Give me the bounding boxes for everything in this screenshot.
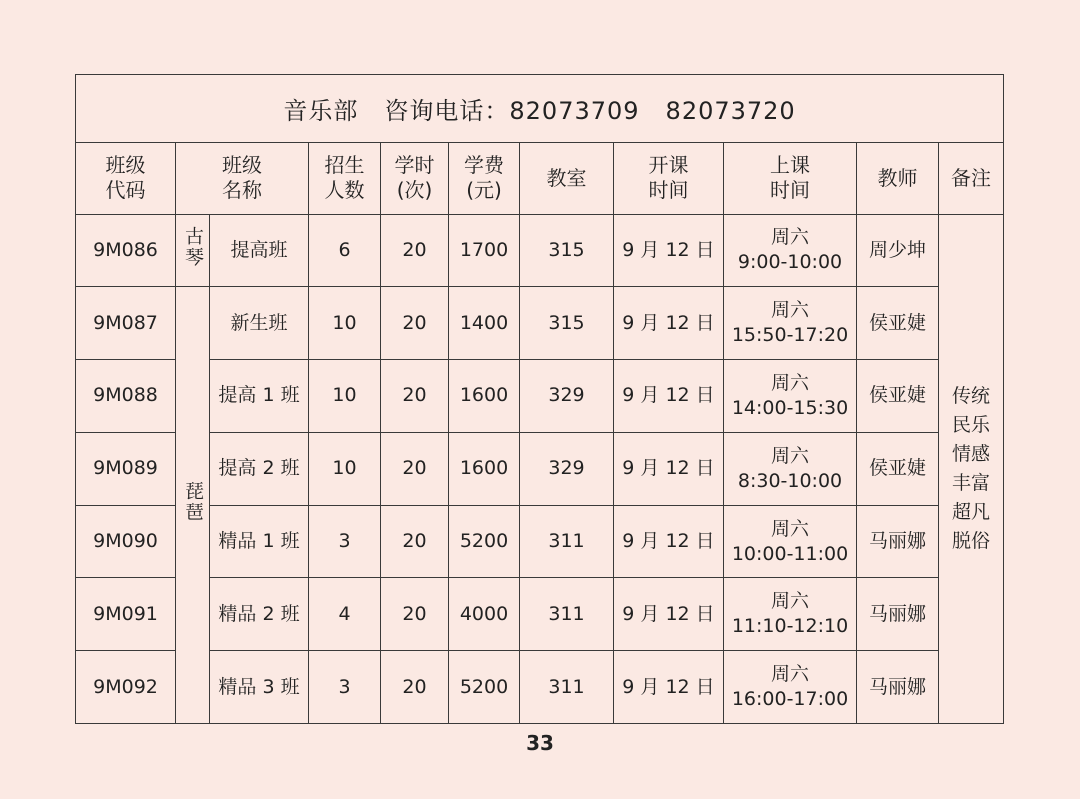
class-code: 9M089 — [76, 432, 176, 505]
tuition-fee: 1700 — [449, 214, 520, 287]
session-count: 20 — [381, 432, 449, 505]
music-course-table — [75, 74, 1004, 724]
class-time — [724, 360, 857, 433]
teacher-name: 马丽娜 — [857, 578, 939, 651]
session-count: 20 — [381, 651, 449, 724]
classroom: 311 — [520, 505, 614, 578]
start-date: 9 月 12 日 — [614, 360, 724, 433]
col-header-note — [939, 142, 1004, 214]
instrument-pipa-label: 琵琶 — [182, 480, 204, 523]
class-name: 精品 2 班 — [210, 578, 309, 651]
class-hours: 14:00-15:30 — [731, 396, 849, 419]
table-row — [76, 505, 1004, 578]
col-header-room-text: 教室 — [546, 165, 587, 190]
class-day: 周六 — [770, 590, 809, 613]
teacher-name: 侯亚婕 — [857, 287, 939, 360]
col-header-teacher-text: 教师 — [877, 165, 918, 190]
page-number: 33 — [526, 731, 554, 755]
table-row — [76, 360, 1004, 433]
col-header-fee — [449, 142, 520, 214]
header-row — [76, 142, 1004, 214]
col-header-teacher — [857, 142, 939, 214]
table-row — [76, 214, 1004, 287]
enroll-count: 4 — [309, 578, 381, 651]
title-row — [76, 75, 1004, 143]
remarks-text: 传统 民乐 情感 丰富 超凡 脱俗 — [952, 384, 991, 552]
class-time — [724, 505, 857, 578]
class-name: 精品 1 班 — [210, 505, 309, 578]
enroll-count: 10 — [309, 360, 381, 433]
tuition-fee: 5200 — [449, 505, 520, 578]
class-time — [724, 651, 857, 724]
class-day: 周六 — [770, 663, 809, 686]
start-date: 9 月 12 日 — [614, 651, 724, 724]
class-day: 周六 — [770, 444, 809, 467]
table-title — [76, 75, 1004, 143]
class-code: 9M088 — [76, 360, 176, 433]
class-name: 提高 1 班 — [210, 360, 309, 433]
class-code: 9M086 — [76, 214, 176, 287]
col-header-sessions — [381, 142, 449, 214]
class-code: 9M092 — [76, 651, 176, 724]
tuition-fee: 5200 — [449, 651, 520, 724]
class-name: 提高班 — [210, 214, 309, 287]
remarks — [939, 214, 1004, 724]
teacher-name: 周少坤 — [857, 214, 939, 287]
start-date: 9 月 12 日 — [614, 578, 724, 651]
consult-phone-label: 咨询电话：82073709 — [384, 96, 640, 125]
enroll-count: 10 — [309, 432, 381, 505]
col-header-code — [76, 142, 176, 214]
class-hours: 8:30-10:00 — [737, 469, 843, 492]
table-row — [76, 578, 1004, 651]
class-hours: 15:50-17:20 — [731, 324, 849, 347]
classroom: 329 — [520, 432, 614, 505]
col-header-room — [520, 142, 614, 214]
col-header-sessions-text: 学时 (次) — [394, 153, 435, 203]
col-header-time-text: 上课 时间 — [770, 153, 810, 203]
enroll-count: 3 — [309, 505, 381, 578]
teacher-name: 马丽娜 — [857, 505, 939, 578]
col-header-note-text: 备注 — [951, 165, 992, 190]
tuition-fee: 4000 — [449, 578, 520, 651]
class-hours: 10:00-11:00 — [731, 542, 849, 565]
table-row — [76, 287, 1004, 360]
session-count: 20 — [381, 360, 449, 433]
class-name: 精品 3 班 — [210, 651, 309, 724]
tuition-fee: 1600 — [449, 432, 520, 505]
start-date: 9 月 12 日 — [614, 214, 724, 287]
col-header-time — [724, 142, 857, 214]
teacher-name: 侯亚婕 — [857, 432, 939, 505]
col-header-start — [614, 142, 724, 214]
class-code: 9M087 — [76, 287, 176, 360]
start-date: 9 月 12 日 — [614, 432, 724, 505]
class-day: 周六 — [770, 371, 809, 394]
session-count: 20 — [381, 287, 449, 360]
classroom: 329 — [520, 360, 614, 433]
col-header-fee-text: 学费 (元) — [464, 153, 504, 203]
col-header-enroll-text: 招生 人数 — [324, 153, 365, 203]
class-hours: 9:00-10:00 — [737, 251, 843, 274]
classroom: 311 — [520, 578, 614, 651]
class-code: 9M091 — [76, 578, 176, 651]
classroom: 315 — [520, 287, 614, 360]
classroom: 311 — [520, 651, 614, 724]
class-hours: 11:10-12:10 — [731, 615, 849, 638]
col-header-name-text: 班级 名称 — [222, 153, 262, 203]
session-count: 20 — [381, 505, 449, 578]
table-row — [76, 432, 1004, 505]
col-header-name — [176, 142, 309, 214]
class-time — [724, 578, 857, 651]
enroll-count: 10 — [309, 287, 381, 360]
start-date: 9 月 12 日 — [614, 505, 724, 578]
teacher-name: 侯亚婕 — [857, 360, 939, 433]
session-count: 20 — [381, 578, 449, 651]
enroll-count: 3 — [309, 651, 381, 724]
class-code: 9M090 — [76, 505, 176, 578]
class-time — [724, 214, 857, 287]
class-time — [724, 432, 857, 505]
instrument-guqin-label: 古琴 — [182, 225, 204, 268]
class-name: 提高 2 班 — [210, 432, 309, 505]
class-day: 周六 — [770, 299, 809, 322]
department-name: 音乐部 — [283, 96, 359, 125]
tuition-fee: 1400 — [449, 287, 520, 360]
table-row — [76, 651, 1004, 724]
tuition-fee: 1600 — [449, 360, 520, 433]
consult-phone-2: 82073720 — [665, 96, 796, 125]
start-date: 9 月 12 日 — [614, 287, 724, 360]
teacher-name: 马丽娜 — [857, 651, 939, 724]
class-day: 周六 — [770, 517, 809, 540]
class-hours: 16:00-17:00 — [731, 688, 849, 711]
classroom: 315 — [520, 214, 614, 287]
instrument-pipa — [176, 287, 210, 724]
col-header-enroll — [309, 142, 381, 214]
enroll-count: 6 — [309, 214, 381, 287]
class-time — [724, 287, 857, 360]
instrument-guqin — [176, 214, 210, 287]
class-name: 新生班 — [210, 287, 309, 360]
course-schedule-sheet — [75, 74, 1003, 724]
col-header-code-text: 班级 代码 — [105, 153, 146, 203]
col-header-start-text: 开课 时间 — [648, 153, 689, 203]
class-day: 周六 — [770, 226, 809, 249]
session-count: 20 — [381, 214, 449, 287]
